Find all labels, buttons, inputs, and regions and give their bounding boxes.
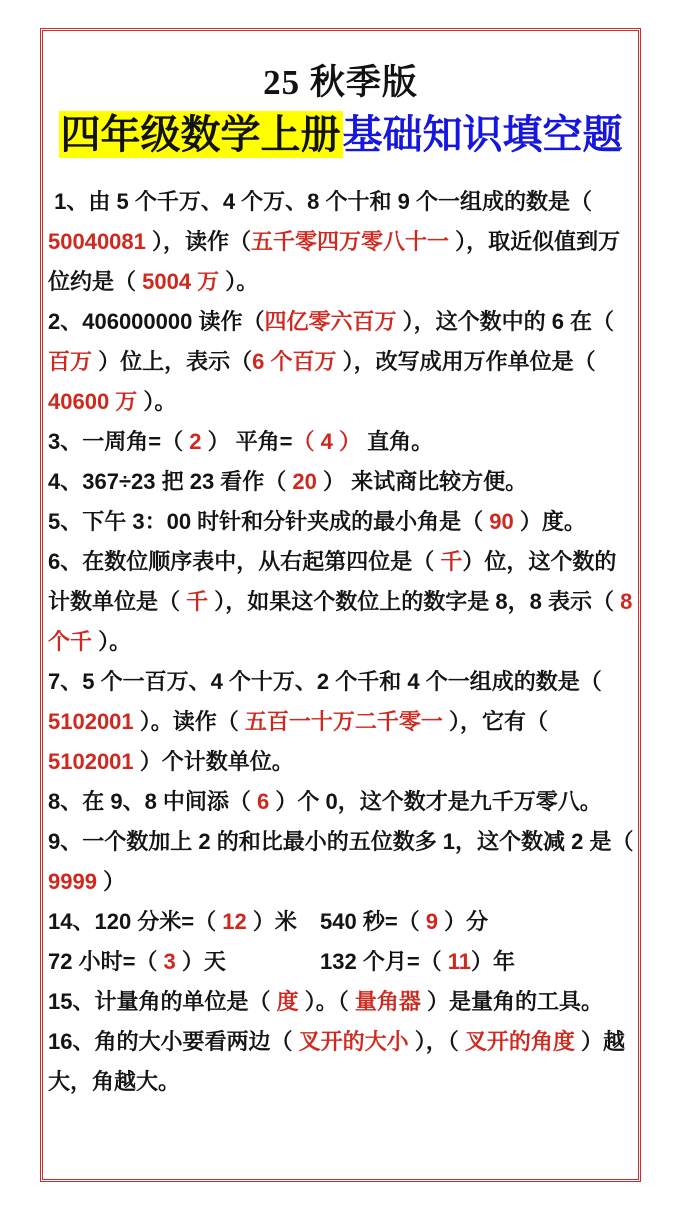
question-column-right xyxy=(320,902,635,942)
question-text: ），这个数中的 6 在（ xyxy=(396,309,621,334)
answer-text: 四亿零六百万 xyxy=(264,309,397,334)
question-text: 132 个月=（ xyxy=(320,949,448,974)
question-text: ）天 xyxy=(175,949,226,974)
answer-text: 6 个百万 xyxy=(252,349,337,374)
question-text: 9、一个数加上 2 的和比最小的五位数多 1，这个数减 2 是（ xyxy=(48,829,640,854)
answer-text: 叉开的角度 xyxy=(464,1029,575,1054)
question xyxy=(48,662,635,782)
answer-text: （ 4 ） xyxy=(292,429,361,454)
answer-text: 20 xyxy=(292,469,317,494)
question-text: ） 平角= xyxy=(201,429,293,454)
question-text: 540 秒=（ xyxy=(320,909,426,934)
question-text: ）位上，表示（ xyxy=(92,349,253,374)
answer-text: 五百一十万二千零一 xyxy=(244,709,443,734)
question-text: 14、120 分米=（ xyxy=(48,909,223,934)
question-text: ）。 xyxy=(137,389,177,414)
answer-text: 百万 xyxy=(48,349,93,374)
question xyxy=(48,462,635,502)
question-text: 7、5 个一百万、4 个十万、2 个千和 4 个一组成的数是（ xyxy=(48,669,608,694)
answer-text: 5102001 xyxy=(48,709,134,734)
question-column-left xyxy=(48,902,320,942)
answer-text: 2 xyxy=(189,429,202,454)
answer-text: 11 xyxy=(447,949,472,974)
question-text: 3、一周角=（ xyxy=(48,429,190,454)
question-text: ），读作（ xyxy=(145,229,252,254)
question xyxy=(48,822,640,902)
question xyxy=(48,542,639,662)
answer-text: 12 xyxy=(222,909,247,934)
question-text: ） 来试商比较方便。 xyxy=(316,469,528,494)
answer-text: 50040081 xyxy=(48,229,146,254)
subtitle-blue-text: 基础知识填空题 xyxy=(342,112,623,157)
question xyxy=(48,302,635,422)
questions-list xyxy=(43,182,638,1102)
answer-text: 千 xyxy=(186,589,209,614)
question-text: ）。 xyxy=(219,269,259,294)
answer-text: 9999 xyxy=(48,869,97,894)
question-text: 8、在 9、8 中间添（ xyxy=(48,789,258,814)
answer-text: 5004 万 xyxy=(142,269,220,294)
answer-text: 40600 万 xyxy=(48,389,138,414)
question-text: ）度。 xyxy=(513,509,586,534)
question-text: ）年 xyxy=(471,949,516,974)
question-text: ），（ xyxy=(408,1029,465,1054)
question-text: ）分 xyxy=(438,909,489,934)
question-text: 6、在数位顺序表中，从右起第四位是（ xyxy=(48,549,441,574)
question-text: 4、367÷23 把 23 看作（ xyxy=(48,469,293,494)
question-text: ）越大，角越大。 xyxy=(48,1029,625,1094)
question-text: ）位，这个数的计数单位是（ xyxy=(48,549,617,614)
red-border-frame xyxy=(40,28,641,1182)
question-text: ）。 xyxy=(92,629,132,654)
question-text: ），如果这个数位上的数字是 8，8 表示（ xyxy=(208,589,621,614)
answer-text: 千 xyxy=(440,549,463,574)
question-text: ） xyxy=(96,869,126,894)
question-text: 5、下午 3：00 时针和分针夹成的最小角是（ xyxy=(48,509,490,534)
question xyxy=(48,982,635,1022)
question-text: ）米 xyxy=(246,909,297,934)
question-column-right xyxy=(320,942,635,982)
answer-text: 6 xyxy=(257,789,270,814)
answer-text: 叉开的大小 xyxy=(298,1029,409,1054)
question xyxy=(48,942,635,982)
question xyxy=(48,782,635,822)
question-text: ）。（ xyxy=(298,989,355,1014)
page-subtitle xyxy=(43,109,638,161)
question-text: ），它有（ xyxy=(442,709,555,734)
question-text: 直角。 xyxy=(361,429,434,454)
answer-text: 度 xyxy=(276,989,299,1014)
question-text: 16、角的大小要看两边（ xyxy=(48,1029,299,1054)
answer-text: 五千零四万零八十一 xyxy=(251,229,450,254)
answer-text: 量角器 xyxy=(354,989,421,1014)
subtitle-highlighted-text: 四年级数学上册 xyxy=(60,112,341,157)
question-text: 1、由 5 个千万、4 个万、8 个十和 9 个一组成的数是（ xyxy=(48,189,599,214)
question xyxy=(48,422,635,462)
question xyxy=(48,902,635,942)
answer-text: 3 xyxy=(163,949,176,974)
answer-text: 5102001 xyxy=(48,749,134,774)
question-text: ）是量角的工具。 xyxy=(420,989,603,1014)
question xyxy=(48,1022,635,1102)
question-column-left xyxy=(48,942,320,982)
question-text: ），改写成用万作单位是（ xyxy=(336,349,602,374)
question xyxy=(48,182,635,302)
question-text: ）个 0，这个数才是九千万零八。 xyxy=(269,789,602,814)
page-title: 25 秋季版 xyxy=(263,63,418,102)
question-text: ）。读作（ xyxy=(133,709,245,734)
question-text: 15、计量角的单位是（ xyxy=(48,989,277,1014)
answer-text: 90 xyxy=(489,509,514,534)
question-text: 2、406000000 读作（ xyxy=(48,309,265,334)
answer-text: 8 个千 xyxy=(48,589,639,654)
question-text: 72 小时=（ xyxy=(48,949,164,974)
question xyxy=(48,502,635,542)
question-text: ），取近似值到万位约是（ xyxy=(48,229,621,294)
answer-text: 9 xyxy=(425,909,439,934)
question-text: ）个计数单位。 xyxy=(133,749,294,774)
